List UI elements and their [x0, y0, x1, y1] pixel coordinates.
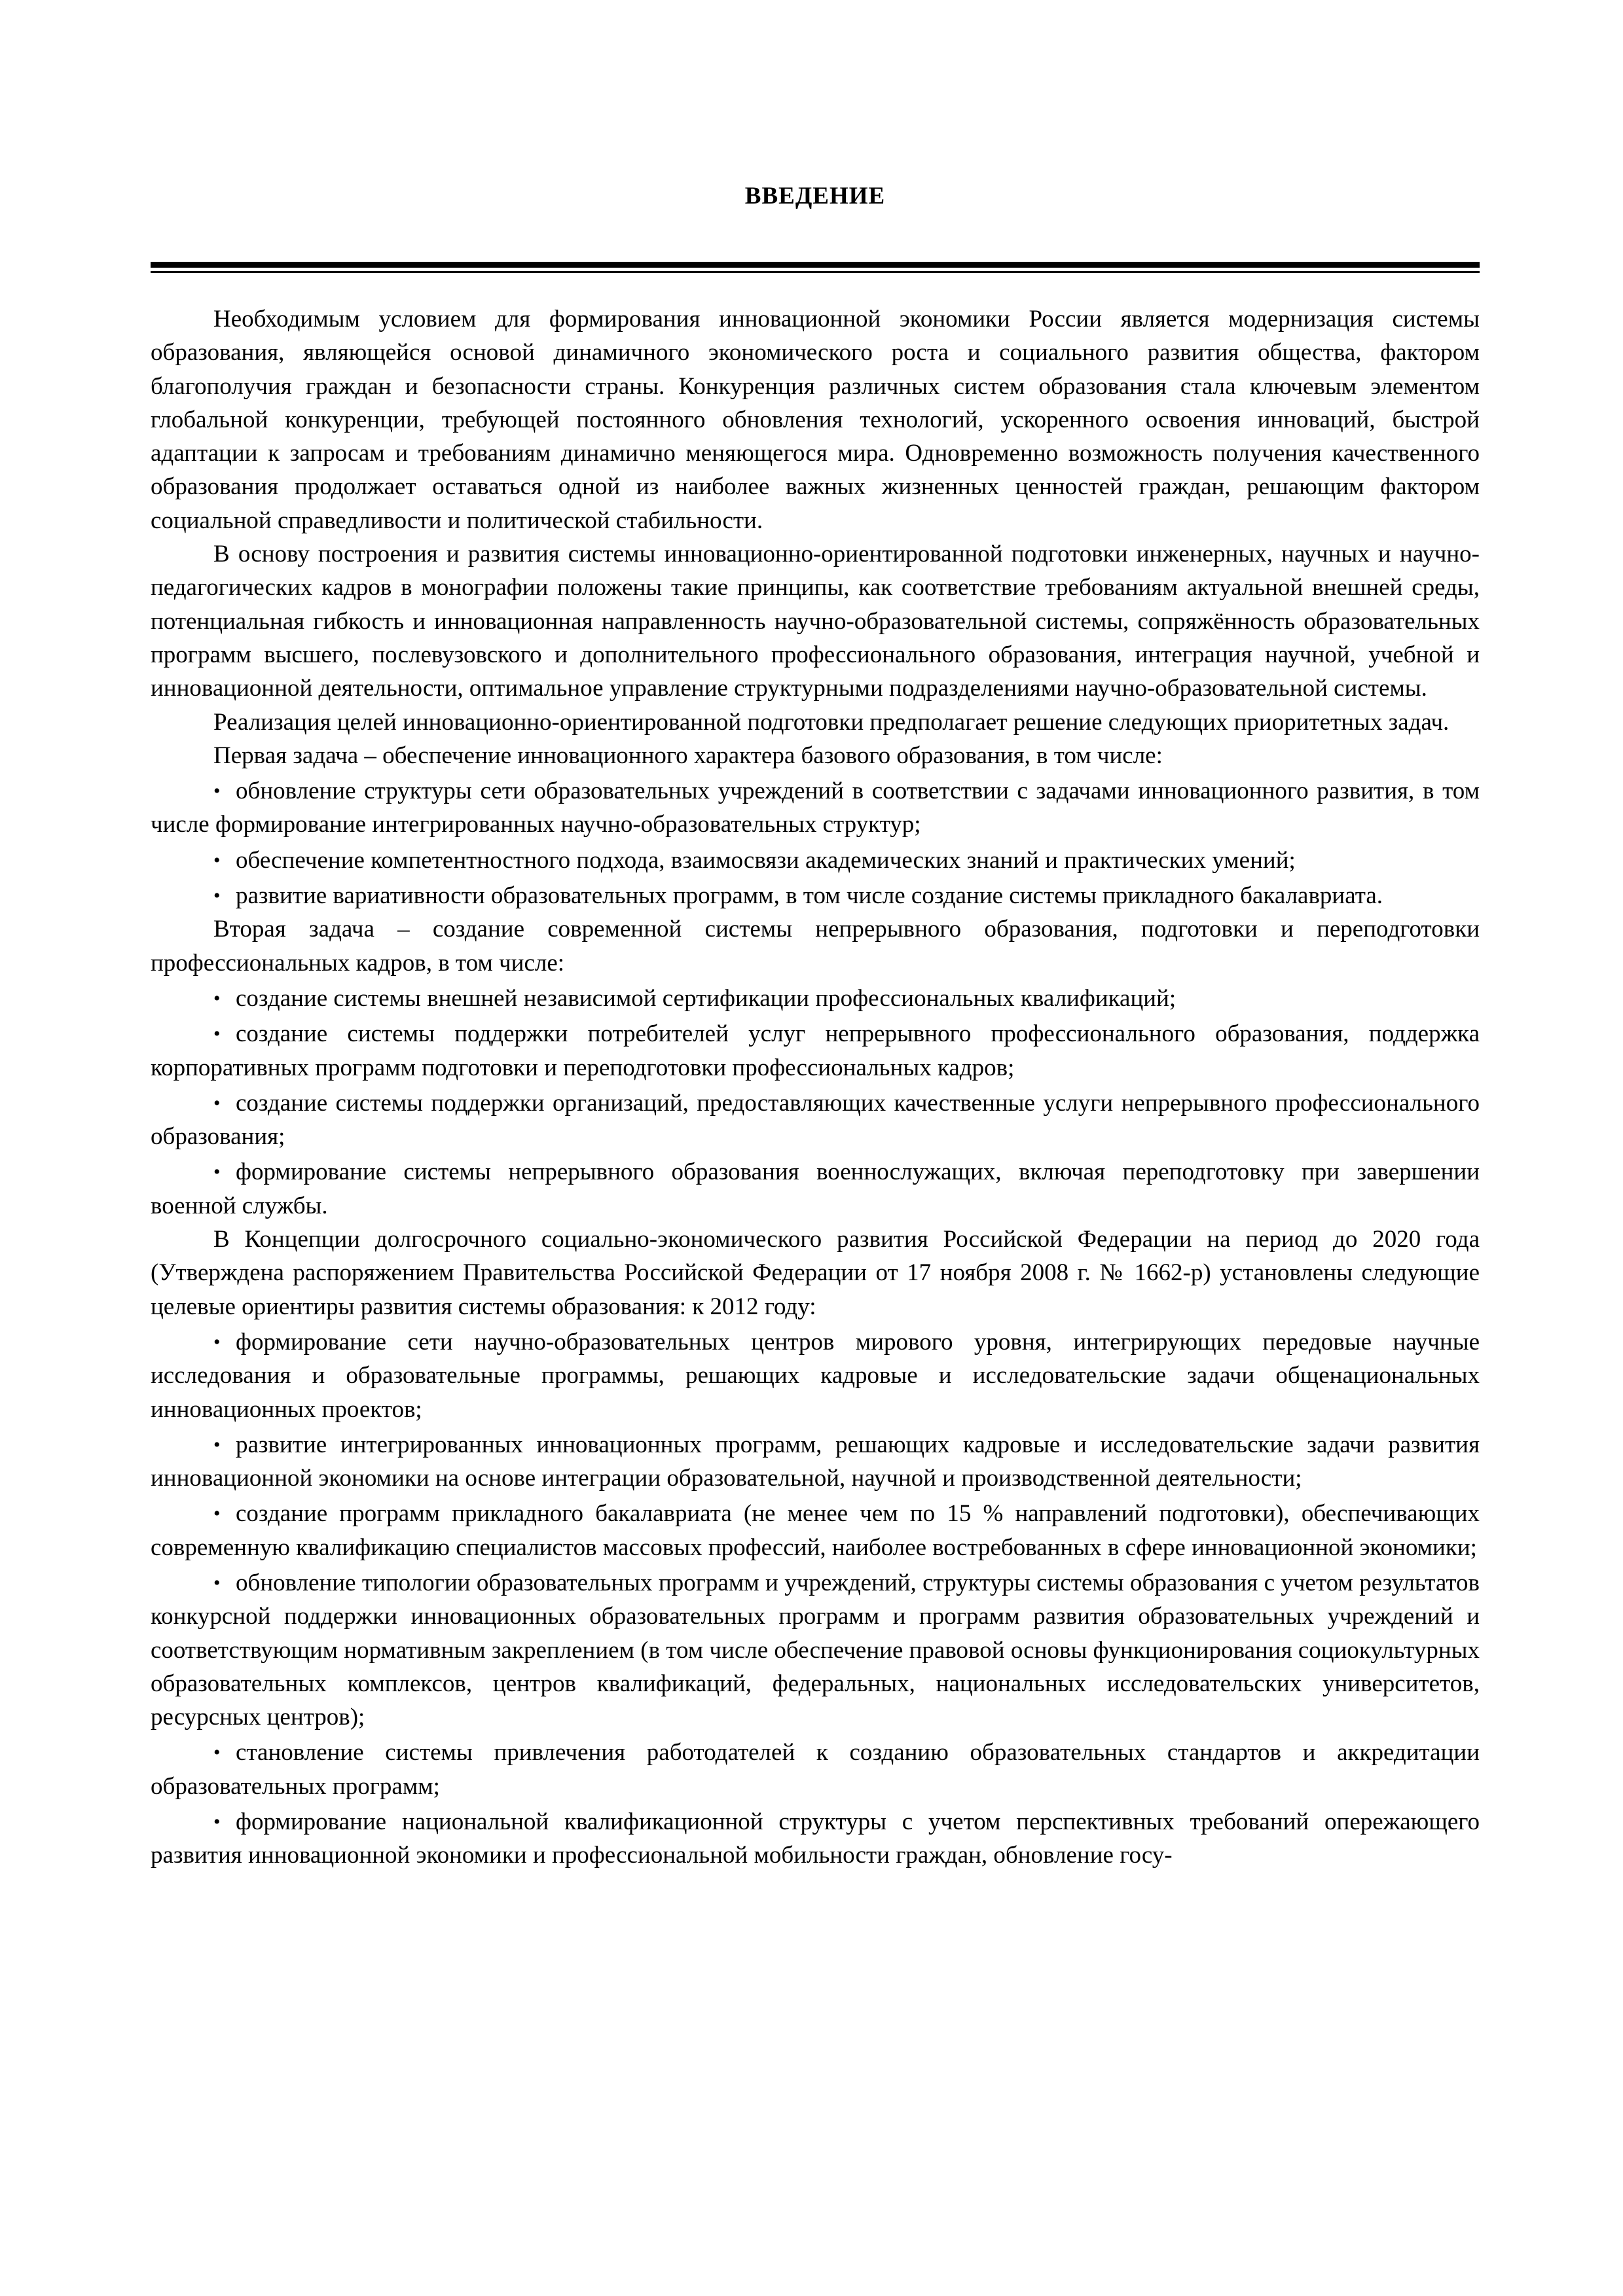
bullet-text: создание системы внешней независимой сертификации профессиональных квалификаций;: [236, 984, 1176, 1012]
bullet-icon: •: [213, 1503, 221, 1525]
bullet-icon: •: [213, 885, 221, 907]
bullet-item: [151, 982, 1480, 1015]
bullet-icon: •: [213, 849, 221, 871]
bullet-text: формирование национальной квалификационной структуры с учетом перспективных требований опережающего развития инновационной экономики и профессиональной мобильности граждан, обновление госу-: [151, 1808, 1480, 1869]
document-body: [151, 302, 1480, 1873]
bullet-icon: •: [213, 1161, 221, 1183]
bullet-text: формирование сети научно-образовательных центров мирового уровня, интегрирующих передовые научные исследования и образовательные программы, решающих кадровые и исследовательские задачи общенациональных инновационных проектов;: [151, 1328, 1480, 1423]
bullet-text: создание системы поддержки организаций, предоставляющих качественные услуги непрерывного профессионального образования;: [151, 1089, 1480, 1151]
bullet-item: [151, 1325, 1480, 1426]
bullet-icon: •: [213, 1811, 221, 1833]
paragraph: Первая задача – обеспечение инновационного характера базового образования, в том числе:: [213, 742, 1163, 769]
bullet-item: [151, 879, 1480, 912]
bullet-text: обновление структуры сети образовательных учреждений в соответствии с задачами инновационного развития, в том числе формирование интегрированных научно-образовательных структур;: [151, 778, 1480, 838]
bullet-item: [151, 1086, 1480, 1154]
bullet-item: [151, 844, 1480, 877]
bullet-text: развитие интегрированных инновационных программ, решающих кадровые и исследовательские задачи развития инновационной экономики на основе интеграции образовательной, научной и производственной деятельности;: [151, 1431, 1480, 1492]
bullet-text: создание системы поддержки потребителей услуг непрерывного профессионального образования, поддержка корпоративных программ подготовки и переподготовки профессиональных кадров;: [151, 1020, 1480, 1081]
bullet-icon: •: [213, 1331, 221, 1353]
bullet-item: [151, 1155, 1480, 1223]
bullet-text: обеспечение компетентностного подхода, взаимосвязи академических знаний и практических умений;: [236, 846, 1296, 874]
page-title: ВВЕДЕНИЕ: [744, 183, 886, 209]
bullet-item: [151, 1805, 1480, 1873]
bullet-icon: •: [213, 1023, 221, 1045]
paragraph: Вторая задача – создание современной системы непрерывного образования, подготовки и переподготовки профессиональных кадров, в том числе:: [151, 916, 1480, 977]
bullet-icon: •: [213, 1571, 221, 1594]
bullet-text: создание программ прикладного бакалавриата (не менее чем по 15 % направлений подготовки), обеспечивающих современную квалификацию специалистов массовых профессий, наиболее востребованных в сфере инновационной экономики;: [151, 1500, 1480, 1561]
bullet-icon: •: [213, 780, 221, 802]
paragraph: В Концепции долгосрочного социально-экономического развития Российской Федерации на период до 2020 года (Утверждена распоряжением Правительства Российской Федерации от 17 ноября 2008 г. № 1662-р) установлены следующие целевые ориентиры развития системы образования: к 2012 году:: [151, 1226, 1480, 1320]
bullet-item: [151, 1017, 1480, 1085]
bullet-text: развитие вариативности образовательных программ, в том числе создание системы прикладного бакалавриата.: [236, 882, 1383, 910]
bullet-icon: •: [213, 1092, 221, 1114]
paragraph: Необходимым условием для формирования инновационной экономики России является модернизация системы образования, являющейся основой динамичного экономического роста и социального развития общества, фактором благополучия граждан и безопасности страны. Конкуренция различных систем образования стала ключевым элементом глобальной конкуренции, требующей постоянного обновления технологий, ускоренного освоения инноваций, быстрой адаптации к запросам и требованиям динамично меняющегося мира. Одновременно возможность получения качественного образования продолжает оставаться одной из наиболее важных жизненных ценностей граждан, решающим фактором социальной справедливости и политической стабильности.: [151, 306, 1480, 534]
bullet-item: [151, 774, 1480, 842]
bullet-icon: •: [213, 987, 221, 1009]
bullet-text: обновление типологии образовательных программ и учреждений, структуры системы образования с учетом результатов конкурсной поддержки инновационных образовательных программ и программ развития образовательных учреждений и соответствующим нормативным закреплением (в том числе обеспечение правовой основы функционирования социокультурных образовательных комплексов, центров квалификаций, федеральных, национальных исследовательских университетов, ресурсных центров);: [151, 1569, 1480, 1731]
bullet-item: [151, 1566, 1480, 1734]
paragraph: Реализация целей инновационно-ориентированной подготовки предполагает решение следующих приоритетных задач.: [213, 708, 1450, 736]
bullet-item: [151, 1497, 1480, 1564]
heading-rule-thin: [151, 271, 1480, 273]
bullet-item: [151, 1736, 1480, 1803]
paragraph: В основу построения и развития системы инновационно-ориентированной подготовки инженерных, научных и научно-педагогических кадров в монографии положены такие принципы, как соответствие требованиям актуальной внешней среды, потенциальная гибкость и инновационная направленность научно-образовательной системы, сопряжённость образовательных программ высшего, послевузовского и дополнительного профессионального образования, интеграция научной, учебной и инновационной деятельности, оптимальное управление структурными подразделениями научно-образовательной системы.: [151, 541, 1480, 702]
bullet-text: формирование системы непрерывного образования военнослужащих, включая переподготовку при завершении военной службы.: [151, 1158, 1480, 1219]
bullet-text: становление системы привлечения работодателей к созданию образовательных стандартов и аккредитации образовательных программ;: [151, 1739, 1480, 1800]
bullet-item: [151, 1428, 1480, 1496]
heading-rule-thick: [151, 262, 1480, 268]
bullet-icon: •: [213, 1742, 221, 1764]
bullet-icon: •: [213, 1433, 221, 1456]
